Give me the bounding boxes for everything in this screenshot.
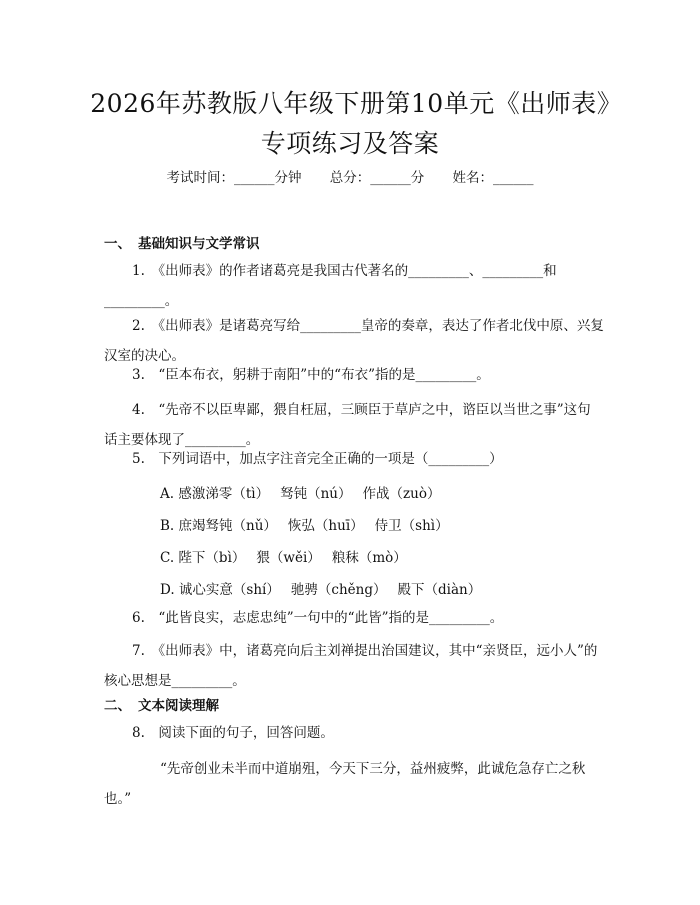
page-title: 2026年苏教版八年级下册第10单元《出师表》专项练习及答案 [90, 89, 610, 158]
question-5: 5. 下列词语中，加点字注音完全正确的一项是（_________） [132, 451, 503, 467]
exam-meta [0, 168, 700, 188]
exam-score: 总分：______分 [329, 170, 425, 186]
reading-quote: “先帝创业未半而中道崩殂，今天下三分，益州疲弊，此诚危急存亡之秋也。” [104, 761, 586, 807]
question-2: 2. 《出师表》是诸葛亮写给_________皇帝的奏章，表达了作者北伐中原、兴复汉室的决心。 [104, 318, 604, 364]
section-heading-2 [104, 694, 219, 714]
student-name: 姓名：______ [452, 170, 534, 186]
option-d: D. 诚心实意（shí） 驰骋（chěng） 殿下（diàn） [160, 582, 482, 598]
option-c: C. 陛下（bì） 猥（wěi） 粮秣（mò） [160, 550, 407, 566]
option-b: B. 庶竭驽钝（nǔ） 恢弘（huī） 侍卫（shì） [160, 518, 449, 534]
question-1: 1. 《出师表》的作者诸葛亮是我国古代著名的_________、_________和_________。 [104, 263, 557, 309]
question-6: 6. “此皆良实，志虑忠纯”一句中的“此皆”指的是_________。 [132, 610, 504, 626]
section-title: 文本阅读理解 [138, 698, 219, 714]
section-number: 一、 [104, 236, 131, 252]
section-number: 二、 [104, 698, 131, 714]
section-heading-1 [104, 232, 260, 252]
option-a: A. 感激涕零（tì） 驽钝（nú） 作战（zuò） [160, 486, 441, 502]
question-8: 8. 阅读下面的句子，回答问题。 [132, 725, 334, 741]
question-7: 7. 《出师表》中，诸葛亮向后主刘禅提出治国建议，其中“亲贤臣，远小人”的核心思想是_________。 [104, 643, 598, 689]
question-4: 4. “先帝不以臣卑鄙，猥自枉屈，三顾臣于草庐之中，谘臣以当世之事”这句话主要体现了_________。 [104, 402, 591, 448]
section-title: 基础知识与文学常识 [138, 236, 260, 252]
exam-time: 考试时间：______分钟 [166, 170, 302, 186]
question-3: 3. “臣本布衣，躬耕于南阳”中的“布衣”指的是_________。 [132, 367, 490, 383]
